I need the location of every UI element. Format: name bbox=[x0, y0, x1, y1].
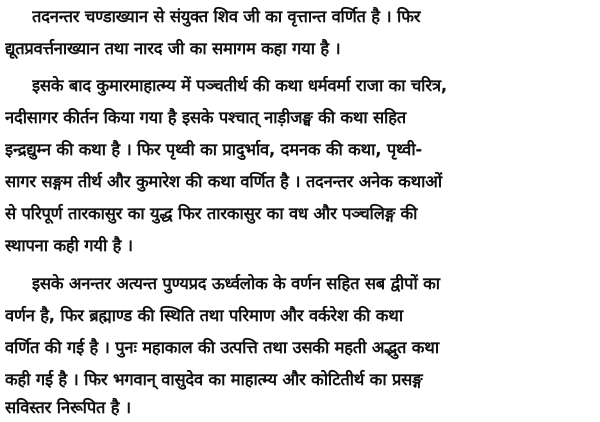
text-line: इसके अनन्तर अत्यन्त पुण्यप्रद ऊर्ध्वलोक के वर्णन सहित सब द्वीपों का bbox=[32, 274, 440, 293]
text-line: सविस्तर निरूपित है । bbox=[5, 398, 131, 417]
text-line: से परिपूर्ण तारकासुर का युद्ध फिर तारकासुर का वध और पञ्चलिङ्ग की bbox=[5, 204, 418, 223]
text-line: कही गई है । फिर भगवान् वासुदेव का माहात्म्य और कोटितीर्थ का प्रसङ्ग bbox=[5, 370, 423, 389]
text-line: इन्द्रद्युम्न की कथा है । फिर पृथ्वी का प्रादुर्भाव, दमनक की कथा, पृथ्वी- bbox=[5, 140, 423, 159]
text-line: वर्णन है, फिर ब्रह्माण्ड की स्थिति तथा परिमाण और वर्करेश की कथा bbox=[5, 306, 403, 325]
text-line: सागर सङ्गम तीर्थ और कुमारेश की कथा वर्णित है । तदनन्तर अनेक कथाओं bbox=[5, 172, 442, 191]
text-line: वर्णित की गई है । पुनः महाकाल की उत्पत्ति तथा उसकी महती अद्भुत कथा bbox=[5, 338, 439, 357]
text-line: स्थापना कही गयी है । bbox=[5, 236, 133, 255]
text-line: नदीसागर कीर्तन किया गया है इसके पश्चात् नाड़ीजङ्घ की कथा सहित bbox=[5, 108, 407, 127]
text-line: इसके बाद कुमारमाहात्म्य में पञ्चतीर्थ की कथा धर्मवर्मा राजा का चरित्र, bbox=[32, 76, 447, 95]
text-line: द्यूतप्रवर्त्तनाख्यान तथा नारद जी का समागम कहा गया है । bbox=[5, 39, 341, 58]
text-line: तदनन्तर चण्डाख्यान से संयुक्त शिव जी का वृत्तान्त वर्णित है । फिर bbox=[32, 7, 421, 26]
